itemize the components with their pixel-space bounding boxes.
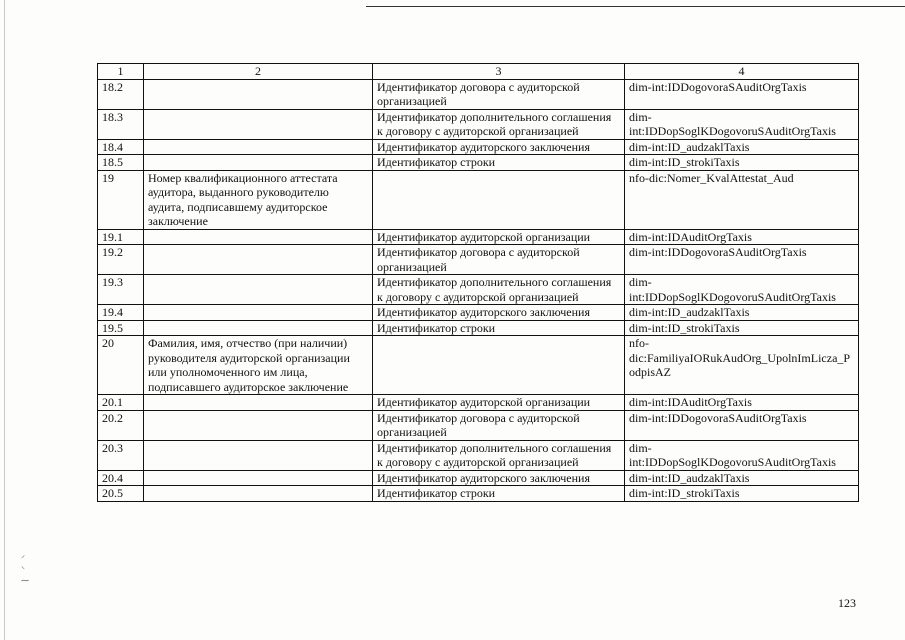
identifier-name-cell: Идентификатор строки: [373, 155, 625, 171]
table-row: [98, 305, 859, 321]
column-header: 3: [373, 64, 625, 80]
column-header: 1: [98, 64, 144, 80]
element-code-cell: nfo-dic:FamiliyaIORukAudOrg_UpolnImLicza_PodpisAZ: [625, 336, 859, 395]
description-cell: [144, 275, 373, 305]
description-cell: Фамилия, имя, отчество (при наличии) руководителя аудиторской организации или уполномоченного им лица, подписавшего аудиторское заключение: [144, 336, 373, 395]
description-cell: Номер квалификационного аттестата аудитора, выданного руководителю аудита, подписавшему аудиторское заключение: [144, 170, 373, 229]
scan-left-edge: [4, 0, 5, 640]
description-cell: [144, 245, 373, 275]
row-number-cell: 19: [98, 170, 144, 229]
element-code-cell: dim-int:IDDopSoglKDogovoruSAuditOrgTaxis: [625, 275, 859, 305]
header-row: [98, 64, 859, 80]
description-cell: [144, 305, 373, 321]
row-number-cell: 18.5: [98, 155, 144, 171]
identifier-name-cell: Идентификатор дополнительного соглашения к договору с аудиторской организацией: [373, 440, 625, 470]
element-code-cell: dim-int:ID_audzaklTaxis: [625, 139, 859, 155]
identifier-name-cell: Идентификатор дополнительного соглашения к договору с аудиторской организацией: [373, 275, 625, 305]
description-cell: [144, 109, 373, 139]
row-number-cell: 20: [98, 336, 144, 395]
element-code-cell: dim-int:ID_strokiTaxis: [625, 155, 859, 171]
row-number-cell: 20.5: [98, 486, 144, 502]
identifier-name-cell: [373, 170, 625, 229]
description-cell: [144, 79, 373, 109]
identifier-name-cell: Идентификатор договора с аудиторской организацией: [373, 245, 625, 275]
description-cell: [144, 395, 373, 411]
description-cell: [144, 410, 373, 440]
element-code-cell: dim-int:IDDopSoglKDogovoruSAuditOrgTaxis: [625, 109, 859, 139]
row-number-cell: 19.5: [98, 320, 144, 336]
row-number-cell: 20.1: [98, 395, 144, 411]
description-cell: [144, 155, 373, 171]
element-code-cell: dim-int:IDDogovoraSAuditOrgTaxis: [625, 245, 859, 275]
row-number-cell: 20.4: [98, 470, 144, 486]
row-number-cell: 19.2: [98, 245, 144, 275]
row-number-cell: 20.3: [98, 440, 144, 470]
table-row: [98, 486, 859, 502]
table-row: [98, 275, 859, 305]
description-cell: [144, 139, 373, 155]
table-row: [98, 320, 859, 336]
table-body: [98, 64, 859, 502]
element-code-cell: dim-int:IDDopSoglKDogovoruSAuditOrgTaxis: [625, 440, 859, 470]
row-number-cell: 18.3: [98, 109, 144, 139]
row-number-cell: 19.4: [98, 305, 144, 321]
identifier-name-cell: Идентификатор договора с аудиторской организацией: [373, 410, 625, 440]
top-rule: [366, 6, 905, 7]
element-code-cell: dim-int:IDAuditOrgTaxis: [625, 229, 859, 245]
table-row: [98, 109, 859, 139]
element-code-cell: dim-int:ID_audzaklTaxis: [625, 470, 859, 486]
element-code-cell: dim-int:ID_strokiTaxis: [625, 486, 859, 502]
table-row: [98, 139, 859, 155]
page-number: 123: [838, 596, 856, 610]
element-code-cell: nfo-dic:Nomer_KvalAttestat_Aud: [625, 170, 859, 229]
row-number-cell: 18.2: [98, 79, 144, 109]
description-cell: [144, 486, 373, 502]
description-cell: [144, 320, 373, 336]
identifier-name-cell: Идентификатор аудиторского заключения: [373, 139, 625, 155]
identifier-name-cell: Идентификатор договора с аудиторской организацией: [373, 79, 625, 109]
description-cell: [144, 470, 373, 486]
scan-edge-marks: ⸍ ⸌ ⁓: [21, 554, 29, 585]
identifier-name-cell: Идентификатор аудиторского заключения: [373, 470, 625, 486]
row-number-cell: 20.2: [98, 410, 144, 440]
table-row: [98, 336, 859, 395]
row-number-cell: 19.3: [98, 275, 144, 305]
element-code-cell: dim-int:IDAuditOrgTaxis: [625, 395, 859, 411]
element-code-cell: dim-int:ID_audzaklTaxis: [625, 305, 859, 321]
identifier-name-cell: Идентификатор строки: [373, 320, 625, 336]
row-number-cell: 19.1: [98, 229, 144, 245]
element-code-cell: dim-int:ID_strokiTaxis: [625, 320, 859, 336]
column-header: 4: [625, 64, 859, 80]
taxonomy-table: [97, 63, 859, 502]
table-row: [98, 170, 859, 229]
identifier-name-cell: Идентификатор дополнительного соглашения к договору с аудиторской организацией: [373, 109, 625, 139]
element-code-cell: dim-int:IDDogovoraSAuditOrgTaxis: [625, 410, 859, 440]
table-row: [98, 410, 859, 440]
row-number-cell: 18.4: [98, 139, 144, 155]
description-cell: [144, 440, 373, 470]
table-row: [98, 245, 859, 275]
table-row: [98, 155, 859, 171]
column-header: 2: [144, 64, 373, 80]
table-row: [98, 395, 859, 411]
element-code-cell: dim-int:IDDogovoraSAuditOrgTaxis: [625, 79, 859, 109]
table-row: [98, 79, 859, 109]
identifier-name-cell: Идентификатор строки: [373, 486, 625, 502]
description-cell: [144, 229, 373, 245]
identifier-name-cell: Идентификатор аудиторской организации: [373, 395, 625, 411]
table-row: [98, 229, 859, 245]
table-row: [98, 470, 859, 486]
identifier-name-cell: [373, 336, 625, 395]
table-row: [98, 440, 859, 470]
identifier-name-cell: Идентификатор аудиторского заключения: [373, 305, 625, 321]
identifier-name-cell: Идентификатор аудиторской организации: [373, 229, 625, 245]
